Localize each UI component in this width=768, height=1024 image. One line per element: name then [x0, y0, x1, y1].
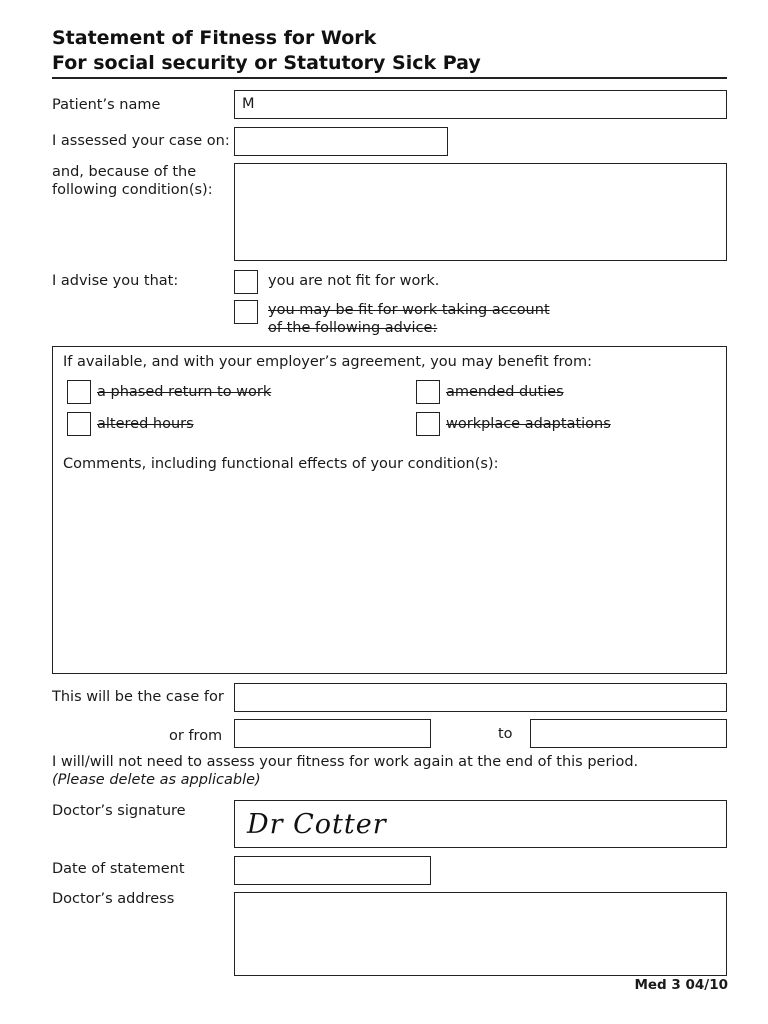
phased-return-text: a phased return to work [97, 384, 272, 400]
signature-field[interactable] [234, 800, 727, 848]
case-for-field[interactable] [234, 683, 727, 712]
altered-hours-text: altered hours [97, 416, 194, 432]
date-of-statement-label: Date of statement [52, 861, 185, 877]
workplace-adaptations-checkbox[interactable] [416, 412, 440, 436]
delete-note: (Please delete as applicable) [52, 772, 261, 788]
may-be-fit-checkbox[interactable] [234, 300, 258, 324]
amended-duties-text: amended duties [446, 384, 564, 400]
not-fit-text: you are not fit for work. [268, 273, 440, 289]
form-subtitle: For social security or Statutory Sick Pay [52, 52, 481, 74]
to-date-field[interactable] [530, 719, 727, 748]
not-fit-checkbox[interactable] [234, 270, 258, 294]
condition-label-line2: following condition(s): [52, 182, 213, 198]
header-divider [52, 77, 727, 79]
phased-return-checkbox[interactable] [67, 380, 91, 404]
may-be-fit-text-line2: of the following advice: [268, 320, 438, 336]
condition-field[interactable] [234, 163, 727, 261]
doctor-address-field[interactable] [234, 892, 727, 976]
doctor-address-label: Doctor’s address [52, 891, 175, 907]
form-code: Med 3 04/10 [634, 977, 728, 993]
or-from-label: or from [169, 728, 223, 744]
amended-duties-checkbox[interactable] [416, 380, 440, 404]
patient-name-field[interactable]: M [234, 90, 727, 119]
condition-label-line1: and, because of the [52, 164, 197, 180]
comments-label: Comments, including functional effects of your condition(s): [63, 456, 499, 472]
comments-field[interactable] [63, 478, 718, 664]
to-label: to [498, 726, 513, 742]
assess-again-text: I will/will not need to assess your fitness for work again at the end of this period. [52, 754, 639, 770]
case-for-label: This will be the case for [52, 689, 224, 705]
date-of-statement-field[interactable] [234, 856, 431, 885]
workplace-adaptations-text: workplace adaptations [446, 416, 611, 432]
may-be-fit-text-line1: you may be fit for work taking account [268, 302, 550, 318]
assessed-on-label: I assessed your case on: [52, 133, 230, 149]
benefit-intro: If available, and with your employer’s agreement, you may benefit from: [63, 354, 592, 370]
signature-label: Doctor’s signature [52, 803, 186, 819]
altered-hours-checkbox[interactable] [67, 412, 91, 436]
assessed-date-field[interactable] [234, 127, 448, 156]
from-date-field[interactable] [234, 719, 431, 748]
advise-label: I advise you that: [52, 273, 179, 289]
doctor-signature: Dr Cotter [247, 809, 387, 840]
form-title: Statement of Fitness for Work [52, 27, 377, 49]
patient-name-label: Patient’s name [52, 97, 161, 113]
